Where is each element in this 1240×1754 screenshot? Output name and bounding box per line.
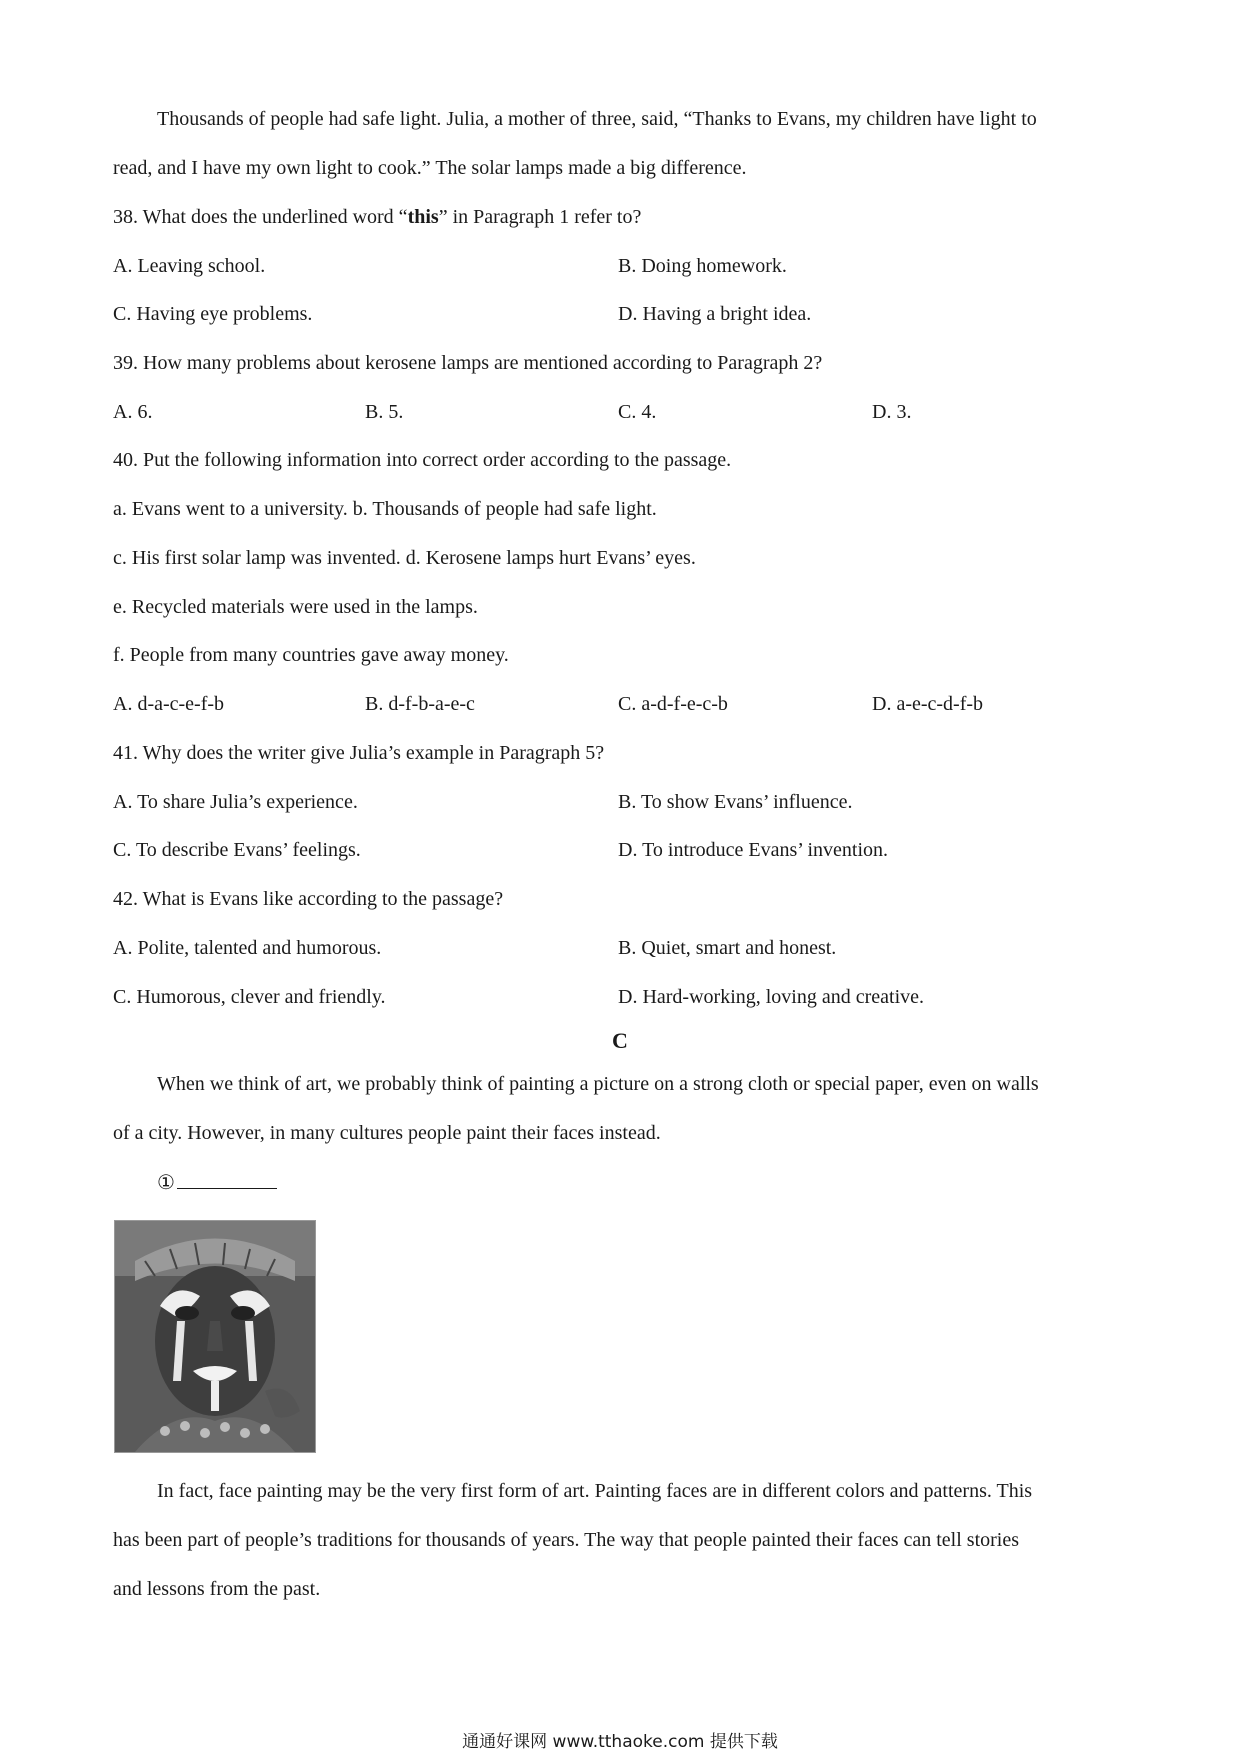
section-title: C <box>612 1028 628 1053</box>
paragraph-line: read, and I have my own light to cook.” The solar lamps made a big difference. <box>113 157 747 179</box>
option-d: D. Having a bright idea. <box>618 303 812 325</box>
order-item: c. His first solar lamp was invented. d. Kerosene lamps hurt Evans’ eyes. <box>113 547 696 569</box>
order-item: e. Recycled materials were used in the lamps. <box>113 596 478 618</box>
option-a: A. Polite, talented and humorous. <box>113 937 382 959</box>
option-d: D. To introduce Evans’ invention. <box>618 839 889 861</box>
option-a: A. To share Julia’s experience. <box>113 791 358 813</box>
paragraph-line: In fact, face painting may be the very first form of art. Painting faces are in different colors and patterns. This <box>157 1480 1033 1502</box>
question-42-stem: 42. What is Evans like according to the passage? <box>113 888 504 910</box>
option-b: B. To show Evans’ influence. <box>618 791 853 813</box>
order-item: a. Evans went to a university. b. Thousands of people had safe light. <box>113 498 657 520</box>
option-a: A. 6. <box>113 401 153 423</box>
option-d: D. a-e-c-d-f-b <box>872 693 984 715</box>
underlined-keyword: this <box>407 206 439 228</box>
option-c: C. Having eye problems. <box>113 303 313 325</box>
paragraph-line: has been part of people’s traditions for thousands of years. The way that people painted their faces can tell stories <box>113 1529 1020 1551</box>
paragraph-line: When we think of art, we probably think of painting a picture on a strong cloth or special paper, even on walls <box>157 1073 1039 1095</box>
order-item: f. People from many countries gave away money. <box>113 644 509 666</box>
face-painting-photo <box>114 1220 316 1453</box>
option-d: D. Hard-working, loving and creative. <box>618 986 925 1008</box>
stem-text: 38. What does the underlined word “ <box>113 206 408 228</box>
option-a: A. d-a-c-e-f-b <box>113 693 225 715</box>
question-38-stem <box>113 205 641 229</box>
question-39-stem: 39. How many problems about kerosene lamps are mentioned according to Paragraph 2? <box>113 352 823 374</box>
option-c: C. 4. <box>618 401 657 423</box>
option-a: A. Leaving school. <box>113 255 266 277</box>
question-40-stem: 40. Put the following information into correct order according to the passage. <box>113 449 732 471</box>
paragraph-line: and lessons from the past. <box>113 1578 321 1600</box>
blank-item <box>157 1170 277 1195</box>
stem-text: ” in Paragraph 1 refer to? <box>438 206 642 228</box>
option-b: B. 5. <box>365 401 404 423</box>
option-c: C. Humorous, clever and friendly. <box>113 986 386 1008</box>
question-41-stem: 41. Why does the writer give Julia’s example in Paragraph 5? <box>113 742 605 764</box>
page-footer: 通通好课网 www.tthaoke.com 提供下载 <box>462 1732 778 1752</box>
option-c: C. To describe Evans’ feelings. <box>113 839 361 861</box>
option-c: C. a-d-f-e-c-b <box>618 693 728 715</box>
option-b: B. Quiet, smart and honest. <box>618 937 837 959</box>
paragraph-line: Thousands of people had safe light. Julia, a mother of three, said, “Thanks to Evans, my children have light to <box>157 108 1037 130</box>
option-b: B. d-f-b-a-e-c <box>365 693 475 715</box>
option-b: B. Doing homework. <box>618 255 787 277</box>
option-d: D. 3. <box>872 401 912 423</box>
paragraph-line: of a city. However, in many cultures people paint their faces instead. <box>113 1122 661 1144</box>
circled-number: ① <box>157 1172 175 1194</box>
answer-blank <box>177 1170 277 1189</box>
